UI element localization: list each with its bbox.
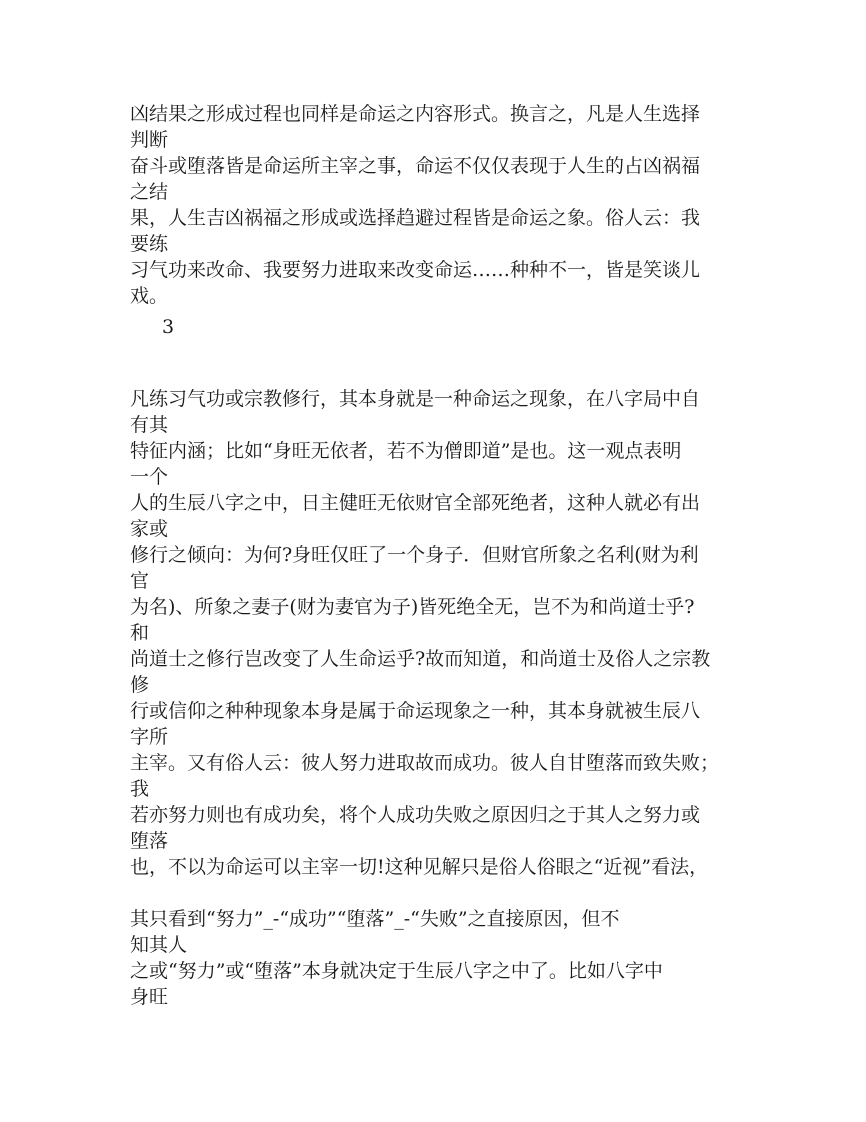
text-line: 家或 [130, 518, 169, 540]
text-line: 凡练习气功或宗教修行，其本身就是一种命运之现象，在八字局中自 [130, 388, 701, 410]
text-line: 官 [130, 570, 150, 592]
text-line: 特征内涵；比如“身旺无依者，若不为僧即道”是也。这一观点表明 [130, 440, 682, 462]
text-line: 身旺 [130, 986, 169, 1008]
text-line: 一个 [130, 466, 169, 488]
page-number: 3 [162, 316, 175, 338]
paragraph-1 [130, 101, 770, 309]
paragraph-2 [130, 386, 770, 1010]
text-line: 其只看到“努力”_-“成功”“堕落”_-“失败”之直接原因，但不 [130, 908, 620, 930]
text-line: 修 [130, 674, 150, 696]
text-line: 之结 [130, 181, 169, 203]
text-line: 有其 [130, 414, 169, 436]
text-line: 堕落 [130, 830, 169, 852]
text-line: 若亦努力则也有成功矣，将个人成功失败之原因归之于其人之努力或 [130, 804, 701, 826]
text-line: 和 [130, 622, 150, 644]
text-line: 字所 [130, 726, 169, 748]
text-line: 也，不以为命运可以主宰一切!这种见解只是俗人俗眼之“近视”看法， [130, 856, 709, 878]
text-line: 主宰。又有俗人云：彼人努力进取故而成功。彼人自甘堕落而致失败； [130, 752, 720, 774]
text-line: 知其人 [130, 934, 188, 956]
text-line: 习气功来改命、我要努力进取来改变命运……种种不一，皆是笑谈儿 [130, 259, 701, 281]
text-line: 我 [130, 778, 150, 800]
text-line: 奋斗或堕落皆是命运所主宰之事，命运不仅仅表现于人生的占凶祸福 [130, 155, 701, 177]
text-line: 行或信仰之种种现象本身是属于命运现象之一种，其本身就被生辰八 [130, 700, 701, 722]
text-line: 要练 [130, 233, 169, 255]
blank-line [130, 880, 770, 906]
text-line: 人的生辰八字之中，日主健旺无依财官全部死绝者，这种人就必有出 [130, 492, 701, 514]
text-line: 凶结果之形成过程也同样是命运之内容形式。换言之，凡是人生选择 [130, 103, 701, 125]
text-line: 果，人生吉凶祸福之形成或选择趋避过程皆是命运之象。俗人云：我 [130, 207, 701, 229]
text-line: 尚道士之修行岂改变了人生命运乎?故而知道，和尚道士及俗人之宗教 [130, 648, 711, 670]
text-line: 为名)、所象之妻子(财为妻官为子)皆死绝全无，岂不为和尚道士乎? [130, 596, 695, 618]
text-line: 之或“努力”或“堕落”本身就决定于生辰八字之中了。比如八字中 [130, 960, 663, 982]
text-line: 戏。 [130, 285, 169, 307]
text-line: 修行之倾向：为何?身旺仅旺了一个身子．但财官所象之名利(财为利 [130, 544, 699, 566]
text-line: 判断 [130, 129, 169, 151]
